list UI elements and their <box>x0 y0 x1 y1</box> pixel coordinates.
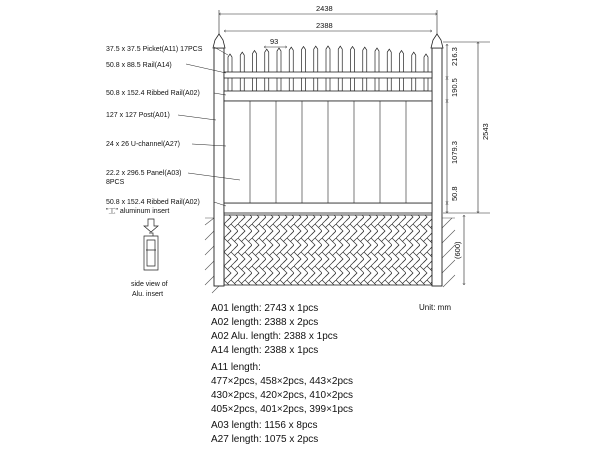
dim-rail-gap: 190.5 <box>450 78 459 97</box>
spec-a14: A14 length: 2388 x 1pcs <box>211 345 319 356</box>
side-view-caption-2: Alu. insert <box>132 291 164 298</box>
rail-a14 <box>224 72 432 78</box>
label-post: 127 x 127 Post(A01) <box>106 112 170 119</box>
picket <box>363 47 367 91</box>
herringbone-ground <box>224 215 434 285</box>
label-panel: 22.2 x 296.5 Panel(A03) <box>106 170 182 177</box>
spec-a03: A03 length: 1156 x 8pcs <box>211 420 318 431</box>
picket <box>400 51 404 92</box>
ground-section <box>205 215 455 293</box>
label-panel-count: 8PCS <box>106 179 125 186</box>
picket <box>387 49 391 91</box>
spec-a01: A01 length: 2743 x 1pcs <box>211 303 319 314</box>
picket <box>338 46 342 91</box>
spec-a02-alu: A02 Alu. length: 2388 x 1pcs <box>211 331 338 342</box>
picket <box>314 46 318 91</box>
label-picket: 37.5 x 37.5 Picket(A11) 17PCS <box>106 46 203 53</box>
dim-total-height: 2543 <box>481 123 490 140</box>
picket <box>265 49 269 91</box>
spec-a27: A27 length: 1075 x 2pcs <box>211 434 319 445</box>
label-rail-bottom: 50.8 x 152.4 Ribbed Rail(A02) <box>106 199 200 206</box>
side-view-caption-1: side view of <box>131 281 168 288</box>
picket <box>351 47 355 92</box>
dim-picket-top: 216.3 <box>450 47 459 66</box>
spec-a11-row3: 405×2pcs, 401×2pcs, 399×1pcs <box>211 404 354 415</box>
dim-panel-height: 1079.3 <box>450 141 459 164</box>
picket <box>326 46 330 91</box>
label-rail-a14: 50.8 x 88.5 Rail(A14) <box>106 62 172 69</box>
leader-post <box>178 115 216 120</box>
top-ribbed-rail <box>224 91 432 101</box>
left-post-cap <box>213 34 225 48</box>
label-uchannel: 24 x 26 U-channel(A27) <box>106 141 180 148</box>
down-arrow-icon <box>144 219 158 232</box>
picket <box>375 48 379 91</box>
picket <box>277 48 281 91</box>
dim-bottom-gap: 50.8 <box>450 186 459 201</box>
picket <box>253 51 257 92</box>
dim-picket-spacing: 93 <box>270 37 279 46</box>
left-post <box>214 48 224 286</box>
alu-insert-side-view <box>144 219 158 270</box>
spec-a02: A02 length: 2388 x 2pcs <box>211 317 319 328</box>
dim-rail-width: 2388 <box>316 21 333 30</box>
bottom-ribbed-rail <box>224 203 432 213</box>
picket <box>289 47 293 91</box>
dim-ground-depth: (600) <box>453 241 462 259</box>
dim-overall-width: 2438 <box>316 4 333 13</box>
unit-note: Unit: mm <box>419 303 451 312</box>
picket <box>302 47 306 92</box>
picket <box>412 52 416 91</box>
label-rail-top: 50.8 x 152.4 Ribbed Rail(A02) <box>106 90 200 97</box>
spec-a11-row1: 477×2pcs, 458×2pcs, 443×2pcs <box>211 376 354 387</box>
insert-profile <box>144 233 158 270</box>
panel-group <box>224 101 432 203</box>
spec-a11-title: A11 length: <box>211 362 261 373</box>
picket <box>240 52 244 91</box>
right-post <box>432 48 442 286</box>
picket-group <box>228 46 428 91</box>
spec-a11-row2: 430×2pcs, 420×2pcs, 410×2pcs <box>211 390 354 401</box>
right-post-cap <box>431 34 443 48</box>
label-insert: "工" aluminum insert <box>106 208 170 215</box>
